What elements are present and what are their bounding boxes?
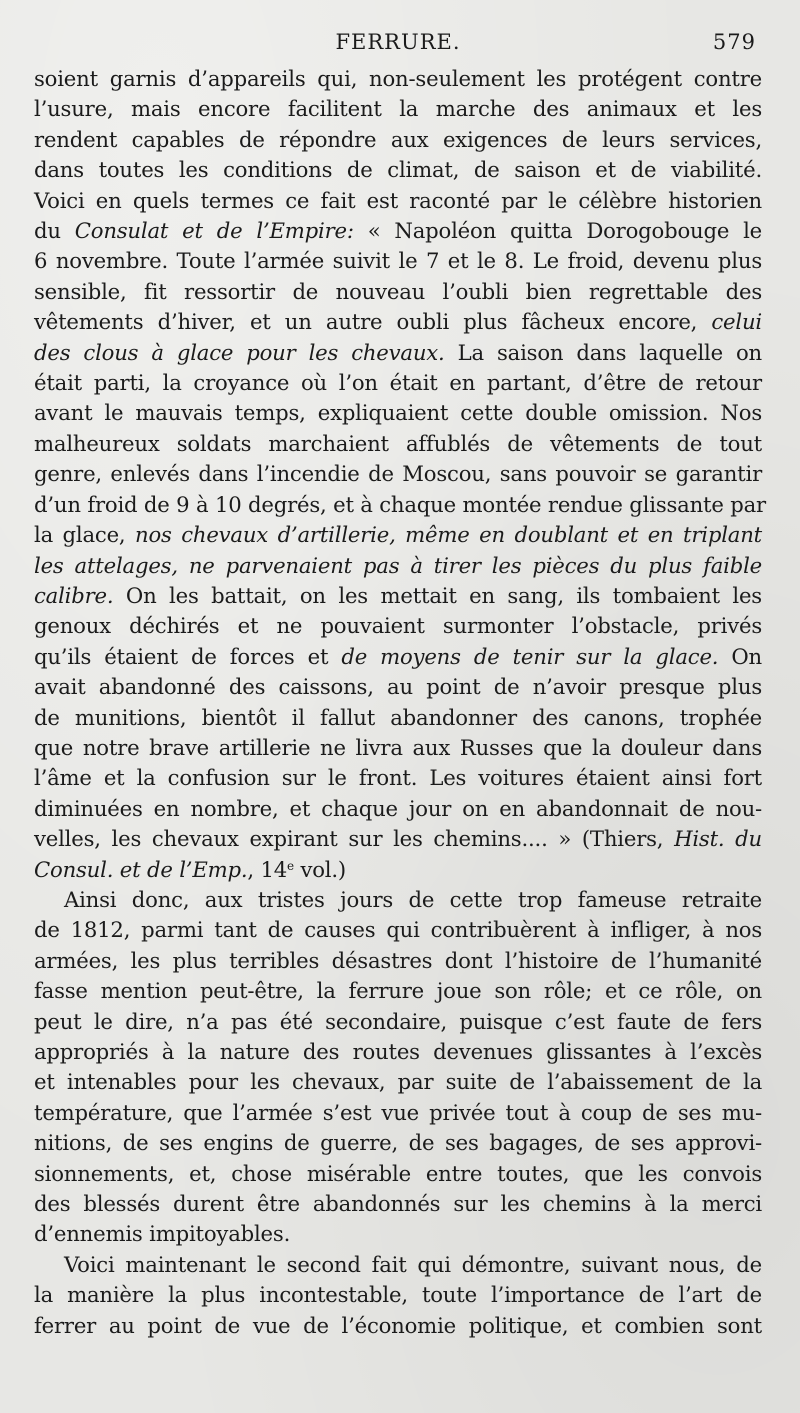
text-line bbox=[34, 155, 762, 185]
text-line bbox=[34, 520, 762, 550]
text-line bbox=[34, 338, 762, 368]
text-segment: sionnements, et, chose misérable entre toutes, que les convois bbox=[34, 1160, 762, 1186]
paragraph bbox=[34, 885, 762, 1250]
text-line bbox=[34, 551, 762, 581]
text-line bbox=[34, 703, 762, 733]
text-segment: l’usure, mais encore facilitent la marche des animaux et les bbox=[34, 96, 762, 122]
italic-text: Consulat et de l’Empire: bbox=[74, 218, 354, 244]
running-title: FERRURE. bbox=[335, 30, 461, 54]
text-segment: rendent capables de répondre aux exigences de leurs services, bbox=[34, 126, 762, 152]
text-segment: la glace, bbox=[34, 522, 135, 548]
text-segment: dans toutes les conditions de climat, de saison et de viabilité. bbox=[34, 157, 762, 183]
text-segment: des blessés durent être abandonnés sur les chemins à la merci bbox=[34, 1191, 762, 1217]
text-segment: peut le dire, n’a pas été secondaire, puisque c’est faute de fers bbox=[34, 1008, 762, 1034]
text-line bbox=[34, 1159, 762, 1189]
text-segment: fasse mention peut-être, la ferrure joue son rôle; et ce rôle, on bbox=[34, 978, 762, 1004]
text-line bbox=[34, 216, 762, 246]
text-segment: qu’ils étaient de forces et bbox=[34, 643, 342, 669]
paragraph bbox=[34, 1250, 762, 1341]
text-segment: nitions, de ses engins de guerre, de ses bagages, de ses approvi- bbox=[34, 1130, 762, 1156]
text-segment: la manière la plus incontestable, toute l’importance de l’art de bbox=[34, 1282, 762, 1308]
text-segment: du bbox=[34, 218, 75, 244]
text-segment: Voici maintenant le second fait qui démontre, suivant nous, de bbox=[64, 1251, 762, 1277]
text-line bbox=[34, 1189, 762, 1219]
text-line bbox=[34, 307, 762, 337]
italic-text: des clous à glace pour les chevaux. bbox=[34, 339, 445, 365]
text-line bbox=[34, 277, 762, 307]
text-line bbox=[34, 398, 762, 428]
text-line bbox=[34, 1098, 762, 1128]
text-segment: On bbox=[718, 643, 762, 669]
text-segment: de munitions, bientôt il fallut abandonner des canons, trophée bbox=[34, 704, 762, 730]
text-segment: d’ennemis impitoyables. bbox=[34, 1221, 291, 1247]
text-segment: avait abandonné des caissons, au point de n’avoir presque plus bbox=[34, 674, 762, 700]
body-text bbox=[34, 64, 766, 1341]
text-line bbox=[34, 1311, 762, 1341]
text-line bbox=[34, 64, 762, 94]
text-segment: d’un froid de 9 à 10 degrés, et à chaque montée rendue glissante par bbox=[34, 491, 766, 517]
superscript: e bbox=[287, 858, 294, 873]
page-number: 579 bbox=[712, 30, 756, 54]
text-segment: La saison dans laquelle on bbox=[444, 339, 762, 365]
text-line bbox=[34, 824, 762, 854]
text-segment: velles, les chevaux expirant sur les chemins.... » (Thiers, bbox=[34, 826, 675, 852]
text-line bbox=[34, 976, 762, 1006]
text-line bbox=[34, 94, 762, 124]
text-line bbox=[34, 855, 762, 885]
text-line bbox=[34, 1007, 762, 1037]
italic-text: nos chevaux d’artillerie, même en doublant et en triplant bbox=[135, 522, 762, 548]
text-line bbox=[34, 1250, 762, 1280]
text-line bbox=[34, 672, 762, 702]
text-segment: appropriés à la nature des routes devenues glissantes à l’excès bbox=[34, 1039, 762, 1064]
text-segment: « Napoléon quitta Dorogobouge le bbox=[353, 218, 763, 244]
text-line bbox=[34, 946, 762, 976]
text-line bbox=[34, 794, 762, 824]
text-line bbox=[34, 368, 762, 398]
text-segment: de 1812, parmi tant de causes qui contribuèrent à infliger, à nos bbox=[34, 917, 762, 943]
text-line bbox=[34, 1219, 762, 1249]
text-segment: malheureux soldats marchaient affublés de vêtements de tout bbox=[34, 430, 762, 456]
paragraph bbox=[34, 64, 766, 885]
italic-text: Hist. du bbox=[674, 826, 762, 852]
text-segment: l’âme et la confusion sur le front. Les voitures étaient ainsi fort bbox=[34, 765, 762, 791]
text-line bbox=[34, 459, 762, 489]
text-line bbox=[34, 1280, 762, 1310]
text-line bbox=[34, 733, 762, 763]
text-segment: genre, enlevés dans l’incendie de Moscou, sans pouvoir se garantir bbox=[34, 461, 762, 487]
text-segment: ferrer au point de vue de l’économie politique, et combien sont bbox=[34, 1312, 762, 1338]
text-line bbox=[34, 581, 762, 611]
text-segment: soient garnis d’appareils qui, non-seulement les protégent contre bbox=[34, 66, 762, 91]
text-line bbox=[34, 429, 762, 459]
italic-text: de moyens de tenir sur la glace. bbox=[341, 643, 719, 669]
text-segment: était parti, la croyance où l’on était en partant, d’être de retour bbox=[34, 370, 762, 396]
text-segment: vêtements d’hiver, et un autre oubli plus fâcheux encore, bbox=[34, 309, 712, 335]
text-segment: que notre brave artillerie ne livra aux Russes que la douleur dans bbox=[34, 734, 762, 760]
running-head bbox=[34, 30, 762, 64]
text-segment: et intenables pour les chevaux, par suite de l’abaissement de la bbox=[34, 1069, 762, 1095]
text-line bbox=[34, 246, 762, 276]
text-line bbox=[34, 763, 762, 793]
text-line bbox=[34, 1128, 762, 1158]
text-line bbox=[34, 611, 762, 641]
text-segment: , 14 bbox=[247, 856, 288, 882]
text-segment: vol.) bbox=[293, 856, 346, 882]
text-line bbox=[34, 915, 762, 945]
text-line bbox=[34, 1067, 762, 1097]
text-segment: armées, les plus terribles désastres dont l’histoire de l’humanité bbox=[34, 947, 762, 973]
text-segment: 6 novembre. Toute l’armée suivit le 7 et le 8. Le froid, devenu plus bbox=[34, 248, 762, 274]
text-segment: Voici en quels termes ce fait est raconté par le célèbre historien bbox=[34, 187, 762, 213]
italic-text: celui bbox=[711, 309, 762, 335]
text-line bbox=[34, 1037, 762, 1067]
text-segment: température, que l’armée s’est vue privée tout à coup de ses mu- bbox=[34, 1099, 762, 1125]
text-segment: avant le mauvais temps, expliquaient cette double omission. Nos bbox=[34, 400, 762, 426]
italic-text: calibre. bbox=[34, 582, 114, 608]
text-line bbox=[34, 125, 762, 155]
text-line bbox=[34, 186, 762, 216]
text-line bbox=[34, 885, 762, 915]
text-line bbox=[34, 642, 762, 672]
text-segment: Ainsi donc, aux tristes jours de cette trop fameuse retraite bbox=[64, 886, 762, 912]
text-segment: sensible, fit ressortir de nouveau l’oubli bien regrettable des bbox=[34, 278, 762, 304]
text-segment: genoux déchirés et ne pouvaient surmonter l’obstacle, privés bbox=[34, 613, 762, 639]
text-line bbox=[34, 490, 766, 520]
italic-text: les attelages, ne parvenaient pas à tirer les pièces du plus faible bbox=[34, 552, 762, 578]
text-segment: On les battait, on les mettait en sang, ils tombaient les bbox=[113, 582, 762, 608]
italic-text: Consul. et de l’Emp. bbox=[34, 856, 248, 882]
text-segment: diminuées en nombre, et chaque jour on en abandonnait de nou- bbox=[34, 795, 762, 821]
